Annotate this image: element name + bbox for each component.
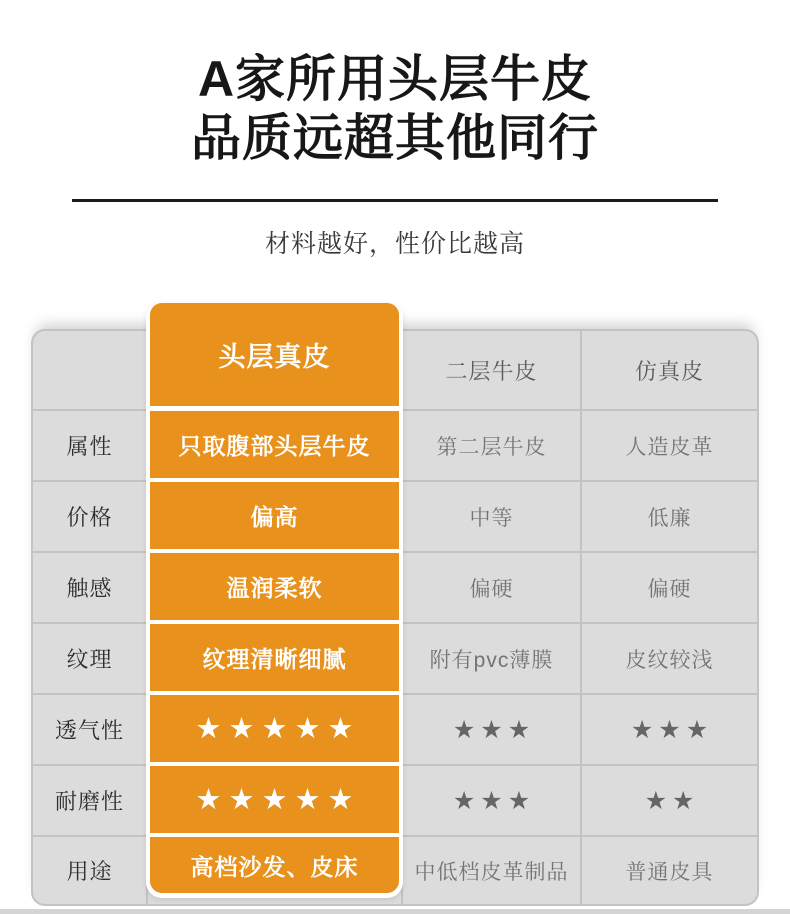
cell-touch-top-grain: 温润柔软 xyxy=(150,553,399,620)
star-rating-breathability-faux: ★★★ xyxy=(582,695,757,764)
star-rating-breathability-second-layer: ★★★ xyxy=(403,695,580,764)
title-divider xyxy=(72,199,718,202)
cell-price-faux: 低廉 xyxy=(582,482,757,551)
cell-attribute-faux: 人造皮革 xyxy=(582,411,757,480)
cell-usage-top-grain: 高档沙发、皮床 xyxy=(150,837,399,893)
cell-texture-second-layer: 附有pvc薄膜 xyxy=(403,624,580,693)
row-label-breathability: 透气性 xyxy=(33,695,146,764)
next-section-edge xyxy=(0,909,790,914)
row-label-usage: 用途 xyxy=(33,837,146,904)
cell-price-second-layer: 中等 xyxy=(403,482,580,551)
cell-texture-top-grain: 纹理清晰细腻 xyxy=(150,624,399,691)
cell-usage-second-layer: 中低档皮革制品 xyxy=(403,837,580,904)
page-title-line2: 品质远超其他同行 xyxy=(191,110,599,166)
cell-touch-second-layer: 偏硬 xyxy=(403,553,580,622)
column-header-faux: 仿真皮 xyxy=(582,331,757,409)
column-header-top-grain: 头层真皮 xyxy=(150,303,399,406)
row-label-price: 价格 xyxy=(33,482,146,551)
page-subtitle: 材料越好，性价比越高 xyxy=(264,230,525,258)
star-rating-wear-second-layer: ★★★ xyxy=(403,766,580,835)
column-header-second-layer: 二层牛皮 xyxy=(403,331,580,409)
row-label-wear-resistance: 耐磨性 xyxy=(33,766,146,835)
corner-cell xyxy=(33,331,146,409)
cell-attribute-top-grain: 只取腹部头层牛皮 xyxy=(150,411,399,478)
cell-texture-faux: 皮纹较浅 xyxy=(582,624,757,693)
page-title xyxy=(0,50,790,168)
row-label-attribute: 属性 xyxy=(33,411,146,480)
star-rating-wear-top-grain: ★★★★★ xyxy=(150,766,399,833)
comparison-table xyxy=(31,329,759,906)
page-title-line1: A家所用头层牛皮 xyxy=(197,51,593,107)
cell-usage-faux: 普通皮具 xyxy=(582,837,757,904)
row-label-texture: 纹理 xyxy=(33,624,146,693)
highlight-column-card xyxy=(146,303,403,898)
cell-touch-faux: 偏硬 xyxy=(582,553,757,622)
star-rating-wear-faux: ★★ xyxy=(582,766,757,835)
star-rating-breathability-top-grain: ★★★★★ xyxy=(150,695,399,762)
cell-price-top-grain: 偏高 xyxy=(150,482,399,549)
cell-attribute-second-layer: 第二层牛皮 xyxy=(403,411,580,480)
row-label-touch: 触感 xyxy=(33,553,146,622)
